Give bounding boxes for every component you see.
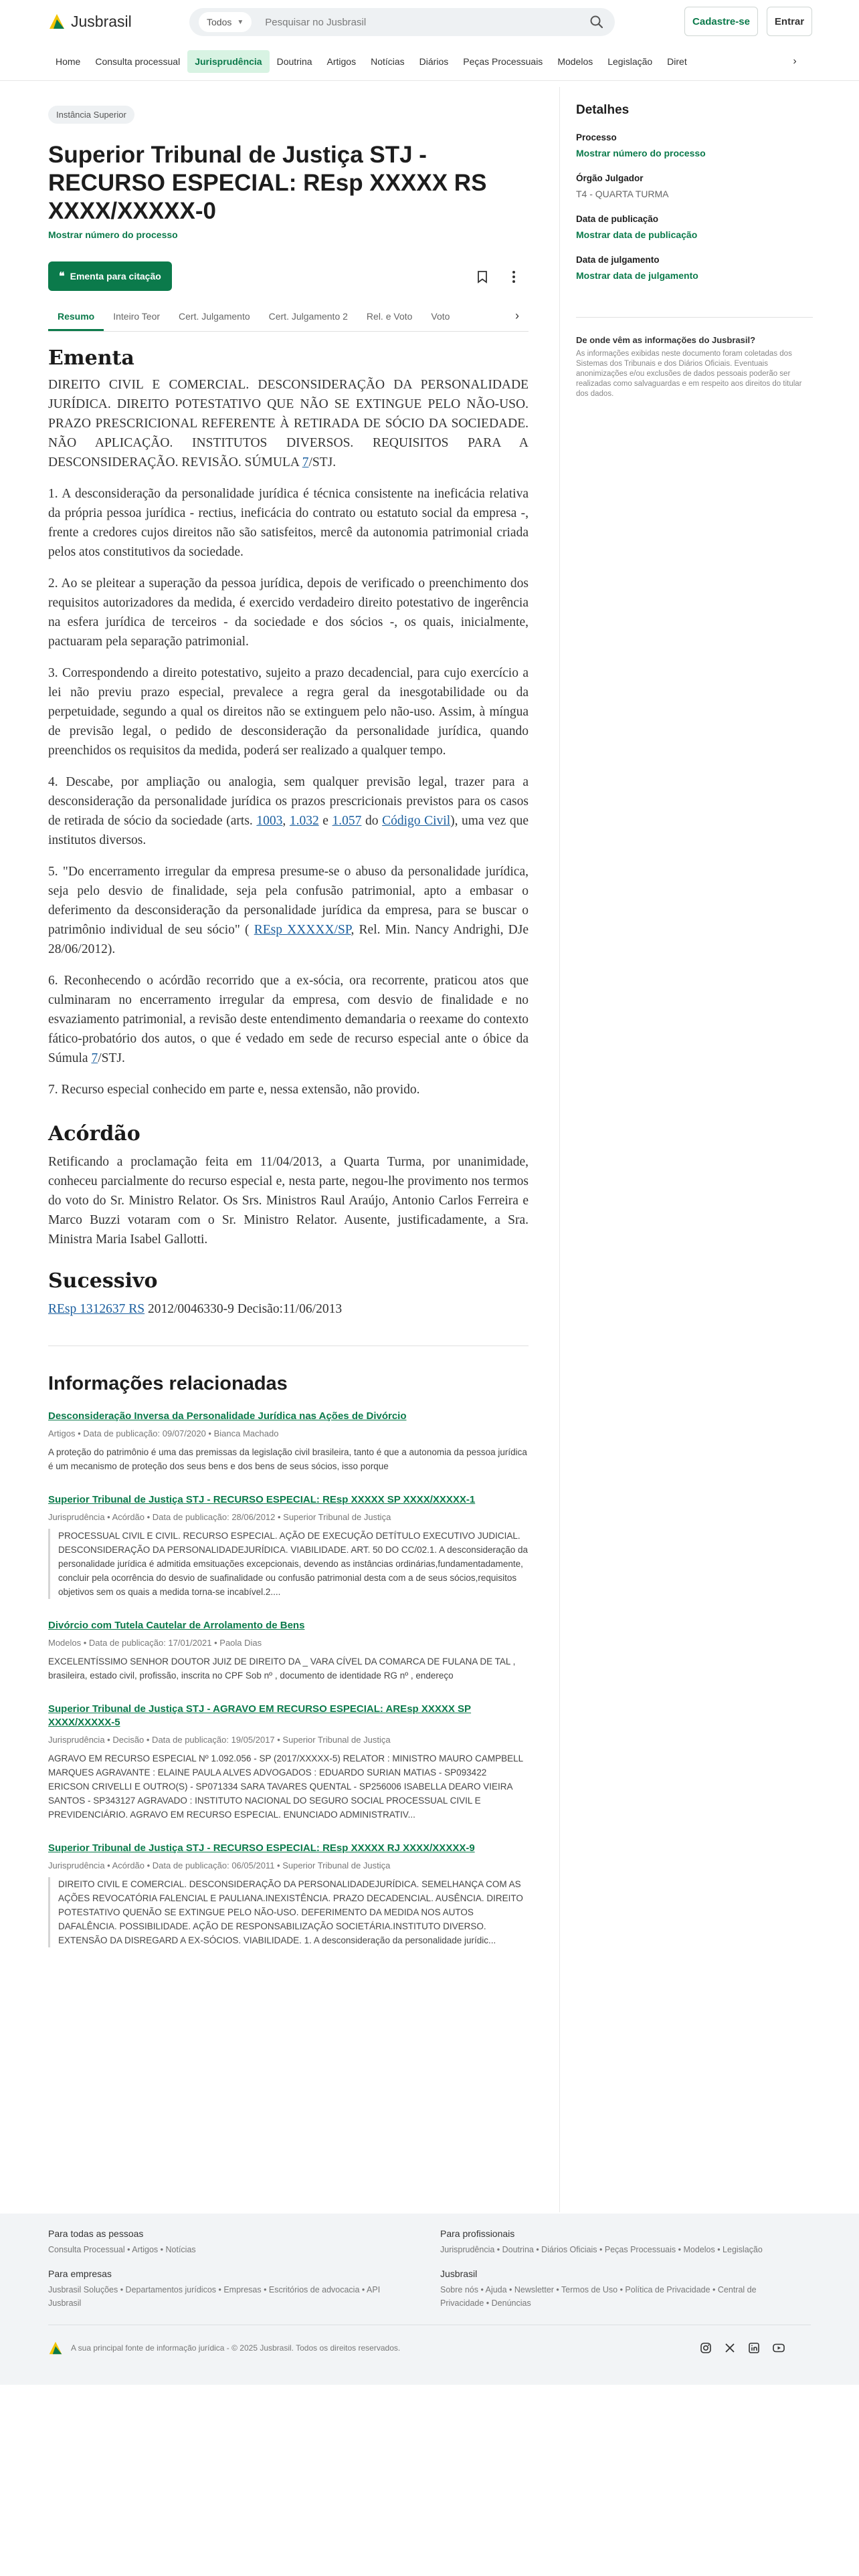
ementa-item-3: 3. Correspondendo a direito potestativo, sujeito a prazo decadencial, para cujo exercício a lei não previu prazo especial, prevalece a regra geral da inesgotabilidade ou da perpetuidade, segundo a qual os direitos não se extinguem pelo não-uso. Assim, à míngua de previsão legal, o pedido de desconsideração da personalidade jurídica, quando preenchidos os requisitos da medida, poderá ser realizado a qualquer tempo. xyxy=(48,666,529,758)
show-process-number-link[interactable]: Mostrar número do processo xyxy=(48,229,178,240)
nav-item-consulta-processual[interactable]: Consulta processual xyxy=(95,56,181,67)
ementa-item-1: 1. A desconsideração da personalidade jurídica é técnica consistente na ineficácia relativa da própria pessoa jurídica - rectius, ineficácia do contrato ou estatuto social da empresa -, frente a credores cujos direitos não são satisfeitos, mercê da autonomia patrimonial criada pelos atos constitutivos da sociedade. xyxy=(48,487,529,559)
signup-button[interactable]: Cadastre-se xyxy=(684,7,758,36)
nav-item-doutrina[interactable]: Doutrina xyxy=(276,56,312,67)
nav-item-legislacao[interactable]: Legislação xyxy=(607,56,653,67)
related-item-meta: Jurisprudência • Acórdão • Data de publicação: 28/06/2012 • Superior Tribunal de Justiça xyxy=(48,1512,391,1522)
nav-item-modelos[interactable]: Modelos xyxy=(557,56,593,67)
tab-resumo[interactable]: Resumo xyxy=(48,311,104,331)
social-links xyxy=(700,2342,785,2354)
related-item-title[interactable]: Superior Tribunal de Justiça STJ - RECURSO ESPECIAL: REsp XXXXX SP XXXX/XXXXX-1 xyxy=(48,1494,476,1505)
sucessivo-link[interactable]: REsp 1312637 RS xyxy=(48,1302,145,1316)
footer-section-heading: Para todas as pessoas xyxy=(48,2228,144,2239)
ementa-item-5: 5. "Do encerramento irregular da empresa presume-se o abuso da personalidade jurídica, seja pelo desvio de finalidade, seja pela confusão patrimonial, apto a embasar o deferimento da desconsideração da personalidade jurídica da empresa, para se buscar o patrimônio individual de seu sócio" ( REsp XXXXX/SP, Rel. Min. Nancy Andrighi, DJe 28/06/2012). xyxy=(48,865,529,956)
related-item-excerpt: DIREITO CIVIL E COMERCIAL. DESCONSIDERAÇÃO DA PERSONALIDADEJURÍDICA. SEMELHANÇA COM AS AÇÕES REVOCATÓRIA FALENCIAL E PAULIANA.INEXISTÊNCIA. PRAZO DECADENCIAL. AUSÊNCIA. DIREITO POTESTATIVO QUENÃO SE EXTINGUE PELO NÃO-USO. DEFERIMENTO DA MEDIDA NOS AUTOS DAFALÊNCIA. POSSIBILIDADE. AÇÃO DE RESPONSABILIZAÇÃO SOCIETÁRIA.INSTITUTO DIVERSO. EXTENSÃO DA DISREGARD A EX-SÓCIOS. VIABILIDADE. 1. A desconsideração da personalidade jurídic... xyxy=(48,1877,529,1947)
show-process-number-sidebar-link[interactable]: Mostrar número do processo xyxy=(576,148,706,158)
related-item-excerpt: A proteção do patrimônio é uma das premissas da legislação civil brasileira, tanto é que a autonomia da pessoa jurídica é um mecanismo de proteção dos seus bens e dos bens de seus sócios, isso porque xyxy=(48,1447,527,1471)
art-1057-link[interactable]: 1.057 xyxy=(332,814,362,828)
chevron-down-icon: ▼ xyxy=(237,18,244,26)
data-source-text: As informações exibidas neste documento foram coletadas dos Sistemas dos Tribunais e dos Diários Oficiais. Eventuais anonimizações e/ou exclusões de dados pessoais poderão ser realizadas como salvaguardas e em respeito aos direitos do titular dos dados. xyxy=(576,350,802,398)
main-content xyxy=(48,106,529,1947)
acordao-heading: Acórdão xyxy=(48,1122,140,1146)
related-item-title[interactable]: Divórcio com Tutela Cautelar de Arrolamento de Bens xyxy=(48,1620,305,1631)
processo-label: Processo xyxy=(576,132,617,142)
sucessivo-heading: Sucessivo xyxy=(48,1269,158,1293)
nav-item-diarios[interactable]: Diários xyxy=(419,56,449,67)
jusbrasil-logo[interactable] xyxy=(48,12,132,31)
art-1032-link[interactable]: 1.032 xyxy=(289,814,319,828)
footer-links[interactable]: Jurisprudência • Doutrina • Diários Oficiais • Peças Processuais • Modelos • Legislação xyxy=(440,2245,763,2254)
bookmark-icon[interactable] xyxy=(477,270,488,284)
sucessivo-body: REsp 1312637 RS 2012/0046330-9 Decisão:11/06/2013 xyxy=(48,1302,343,1316)
footer-section-heading: Jusbrasil xyxy=(440,2268,478,2279)
details-heading: Detalhes xyxy=(576,103,630,117)
instance-badge: Instância Superior xyxy=(48,106,134,124)
footer-section-heading: Para empresas xyxy=(48,2268,112,2279)
related-item-meta: Modelos • Data de publicação: 17/01/2021 • Paola Dias xyxy=(48,1638,262,1648)
footer-logo-icon xyxy=(48,2341,63,2355)
sidebar-divider xyxy=(576,317,813,318)
ementa-item-7: 7. Recurso especial conhecido em parte e, nessa extensão, não provido. xyxy=(48,1083,420,1097)
nav-item-diretorio[interactable]: Diret xyxy=(667,56,687,67)
tab-voto[interactable]: Voto xyxy=(431,311,450,322)
page-title: Superior Tribunal de Justiça STJ - RECURSO ESPECIAL: REsp XXXXX RS XXXX/XXXXX-0 xyxy=(48,142,487,224)
show-judgment-date-link[interactable]: Mostrar data de julgamento xyxy=(576,270,698,281)
judgment-date-label: Data de julgamento xyxy=(576,255,660,265)
related-item xyxy=(48,1842,529,1947)
codigo-civil-link[interactable]: Código Civil xyxy=(382,814,451,828)
related-item xyxy=(48,1493,529,1599)
nav-item-pecas-processuais[interactable]: Peças Processuais xyxy=(463,56,543,67)
logo-text: Jusbrasil xyxy=(71,12,132,30)
ementa-item-2: 2. Ao se pleitear a superação da pessoa jurídica, depois de verificado o preenchimento dos requisitos autorizadores da medida, é exercido verdadeiro direito potestativo de ingerência na esfera jurídica de terceiros - da sociedade e dos sócios -, os quais, inicialmente, pactuaram pela separação patrimonial. xyxy=(48,576,529,649)
related-item xyxy=(48,1619,529,1683)
nav-item-noticias[interactable]: Notícias xyxy=(371,56,405,67)
more-options-icon[interactable] xyxy=(511,270,516,284)
acordao-body xyxy=(48,1152,529,1249)
orgao-label: Órgão Julgador xyxy=(576,173,644,183)
ementa-heading: Ementa xyxy=(48,346,134,370)
publication-date-label: Data de publicação xyxy=(576,214,659,224)
search-icon[interactable] xyxy=(589,15,604,29)
related-item-excerpt: EXCELENTÍSSIMO SENHOR DOUTOR JUIZ DE DIREITO DA _ VARA CÍVEL DA COMARCA DE FULANA DE TAL , brasileira, estado civil, profissão, inscrita no CPF Sob nº , documento de identidade RG nº , endereço xyxy=(48,1656,516,1681)
nav-item-jurisprudencia[interactable]: Jurisprudência xyxy=(187,50,269,73)
related-item-title[interactable]: Superior Tribunal de Justiça STJ - AGRAVO EM RECURSO ESPECIAL: AREsp XXXXX SP XXXX/XXXXX-5 xyxy=(48,1703,472,1728)
tab-cert-julgamento-2[interactable]: Cert. Julgamento 2 xyxy=(268,311,348,322)
citation-button[interactable] xyxy=(48,261,172,291)
related-item-meta: Artigos • Data de publicação: 09/07/2020 • Bianca Machado xyxy=(48,1428,279,1438)
x-twitter-icon[interactable] xyxy=(724,2342,736,2354)
resp-sp-link[interactable]: REsp XXXXX/SP xyxy=(254,923,351,937)
linkedin-icon[interactable] xyxy=(748,2342,760,2354)
ementa-body xyxy=(48,375,529,1099)
nav-item-artigos[interactable]: Artigos xyxy=(326,56,357,67)
related-item-title[interactable]: Desconsideração Inversa da Personalidade Jurídica nas Ações de Divórcio xyxy=(48,1410,407,1422)
tab-rel-e-voto[interactable]: Rel. e Voto xyxy=(366,311,413,322)
data-source-heading: De onde vêm as informações do Jusbrasil? xyxy=(576,335,756,345)
tabs-scroll-right-icon[interactable]: › xyxy=(515,309,519,322)
details-sidebar xyxy=(559,87,859,2212)
footer-links[interactable]: Consulta Processual • Artigos • Notícias xyxy=(48,2245,196,2254)
related-item xyxy=(48,1703,529,1822)
related-item-excerpt: PROCESSUAL CIVIL E CIVIL. RECURSO ESPECIAL. AÇÃO DE EXECUÇÃO DETÍTULO EXECUTIVO JUDICIAL. DESCONSIDERAÇÃO DA PERSONALIDADEJURÍDICA. VIABILIDADE. ART. 50 DO CC/02.1. A desconsideração da personalidade jurídica é admitida emsituações excepcionais, devendo as instâncias ordinárias,fundamentadamente, concluir pela ocorrência do desvio de suafinalidade ou confusão patrimonial desta com a de seus sócios,requisitos objetivos sem os quais a medida torna-se incabível.2.... xyxy=(48,1529,529,1599)
site-footer xyxy=(0,2214,859,2385)
tab-cert-julgamento[interactable]: Cert. Julgamento xyxy=(179,311,250,322)
art-1003-link[interactable]: 1003 xyxy=(256,814,283,828)
copyright-text: A sua principal fonte de informação jurídica - © 2025 Jusbrasil. Todos os direitos reservados. xyxy=(71,2343,401,2353)
related-item xyxy=(48,1410,529,1473)
sumula-7-link[interactable]: 7 xyxy=(91,1051,98,1065)
related-item-excerpt: AGRAVO EM RECURSO ESPECIAL Nº 1.092.056 - SP (2017/XXXXX-5) RELATOR : MINISTRO MAURO CAMPBELL MARQUES AGRAVANTE : ELAINE PAULA ALVES ADVOGADOS : EDUARDO SURIAN MATIAS - SP093422 ERICSON CRIVELLI E OUTRO(S) - SP071334 SARA TAVARES QUENTAL - SP256006 ISABELLA DEARO VIEIRA SANTOS - SP343127 AGRAVADO : INSTITUTO NACIONAL DO SEGURO SOCIAL PROCESSUAL CIVIL E PREVIDENCIÁRIO. AGRAVO EM RECURSO ESPECIAL. ENUNCIADO ADMINISTRATIV... xyxy=(48,1753,523,1820)
citation-button-label: Ementa para citação xyxy=(70,271,161,282)
logo-mark-icon xyxy=(48,13,66,30)
related-heading: Informações relacionadas xyxy=(48,1373,288,1394)
quote-icon: ❝ xyxy=(59,271,65,282)
action-row xyxy=(48,261,529,292)
ementa-item-6: 6. Reconhecendo o acórdão recorrido que a ex-sócia, ora recorrente, praticou atos que culminaram no encerramento irregular da empresa, com desvio de finalidade e no esvaziamento patrimonial, a revisão deste entendimento demandaria o reexame do contexto fático-probatório dos autos, o que é vedado em sede de recurso especial ante o óbice da Súmula 7/STJ. xyxy=(48,974,529,1065)
footer-section-heading: Para profissionais xyxy=(440,2228,515,2239)
footer-bottom xyxy=(48,2341,400,2355)
search-scope-select[interactable] xyxy=(199,12,252,32)
ementa-intro: DIREITO CIVIL E COMERCIAL. DESCONSIDERAÇÃO DA PERSONALIDADE JURÍDICA. DIREITO POTESTATIVO QUE NÃO SE EXTINGUE PELO NÃO-USO. PRAZO PRESCRICIONAL REFERENTE À RETIRADA DE SÓCIO DA SOCIEDADE. NÃO APLICAÇÃO. INSTITUTOS DIVERSOS. REQUISITOS PARA A DESCONSIDERAÇÃO. REVISÃO. SÚMULA 7/STJ. xyxy=(48,378,529,469)
youtube-icon[interactable] xyxy=(772,2342,785,2354)
ementa-item-4: 4. Descabe, por ampliação ou analogia, sem qualquer previsão legal, trazer para a desconsideração da personalidade jurídica os prazos prescricionais previstos para os casos de retirada de sócio da sociedade (arts. 1003, 1.032 e 1.057 do Código Civil), uma vez que institutos diversos. xyxy=(48,775,529,847)
tab-inteiro-teor[interactable]: Inteiro Teor xyxy=(113,311,161,322)
related-item-meta: Jurisprudência • Acórdão • Data de publicação: 06/05/2011 • Superior Tribunal de Justiça xyxy=(48,1860,391,1870)
footer-links[interactable]: Jusbrasil Soluções • Departamentos jurídicos • Empresas • Escritórios de advocacia • API Jusbrasil xyxy=(48,2285,381,2308)
search-scope-label: Todos xyxy=(207,17,232,27)
search-input[interactable] xyxy=(264,16,581,29)
nav-item-home[interactable]: Home xyxy=(56,56,81,67)
nav-scroll-right-icon[interactable]: › xyxy=(787,53,803,70)
sumula-link[interactable]: 7 xyxy=(302,455,309,469)
orgao-value: T4 - QUARTA TURMA xyxy=(576,189,669,199)
instagram-icon[interactable] xyxy=(700,2342,712,2354)
login-button[interactable]: Entrar xyxy=(767,7,812,36)
show-publication-date-link[interactable]: Mostrar data de publicação xyxy=(576,229,698,240)
related-item-title[interactable]: Superior Tribunal de Justiça STJ - RECURSO ESPECIAL: REsp XXXXX RJ XXXX/XXXXX-9 xyxy=(48,1842,475,1854)
search-bar xyxy=(189,8,615,36)
related-item-meta: Jurisprudência • Decisão • Data de publicação: 19/05/2017 • Superior Tribunal de Justiça xyxy=(48,1735,391,1745)
document-tabs xyxy=(48,296,529,332)
main-nav xyxy=(48,48,694,75)
footer-links[interactable]: Sobre nós • Ajuda • Newsletter • Termos de Uso • Política de Privacidade • Central de Privacidade • Denúncias xyxy=(440,2285,757,2308)
acordao-text: Retificando a proclamação feita em 11/04/2013, a Quarta Turma, por unanimidade, conheceu parcialmente do recurso especial e, nesta parte, negou-lhe provimento nos termos do voto do Sr. Ministro Relator. Os Srs. Ministros Raul Araújo, Antonio Carlos Ferreira e Marco Buzzi votaram com o Sr. Ministro Relator. Ausente, justificadamente, a Sra. Ministra Maria Isabel Gallotti. xyxy=(48,1155,529,1247)
site-header xyxy=(0,0,859,81)
